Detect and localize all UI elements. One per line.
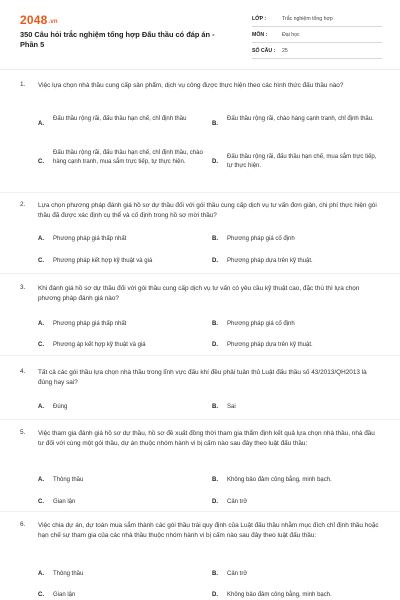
logo-tld: .vn [48,19,58,25]
option-letter: D. [212,592,218,598]
option-letter: A. [38,477,44,483]
option-letter: C. [38,159,44,165]
option-text: Không bảo đảm công bằng, minh bạch. [227,592,332,598]
question-text: Việc tham gia đánh giá hồ sơ dự thầu, hồ sơ đề xuất đồng thời tham gia thẩm định kết quả lựa chọn nhà thầu, nhà đầu tư đối với cùng một gói thầu, dự án thuộc nhóm hành vi bị cấm nào sau đây theo luật đấu thầu: [38,430,375,447]
question-divider [0,511,400,512]
option-letter: A. [38,321,44,327]
option-letter: C. [38,499,44,505]
option-letter: C. [38,342,44,348]
option-letter: B. [212,321,218,327]
question-number: 5. [20,429,26,436]
option-letter: B. [212,477,218,483]
option-text: Sai [227,404,236,410]
option-text: Gian lận [53,592,76,598]
option-text: Đấu thầu rộng rãi, chào hàng cạnh tranh, chỉ định thầu. [227,116,374,122]
meta-row-count [252,45,382,59]
option-text: Phương pháp giá thấp nhất [53,321,127,327]
meta-label: LỚP : [252,16,267,22]
option-letter: A. [38,236,44,242]
header-divider [0,69,400,70]
meta-label: SỐ CÂU : [252,48,276,54]
question-number: 6. [20,521,26,528]
option-text: Cản trở [227,571,248,577]
option-text: Thông thầu [53,477,84,483]
option-text: Phương pháp giá cố định [227,236,295,242]
question-text: Lựa chọn phương pháp đánh giá hồ sơ dự thầu đối với gói thầu cung cấp dịch vụ tư vấn đơn giản, chi phí thực hiện gói thầu đã được xác định cụ thể và cố định trong hồ sơ mời thầu? [38,202,377,219]
option-text: Không bảo đảm công bằng, minh bạch. [227,477,332,483]
option-text: Phương pháp dựa trên kỹ thuật. [227,342,313,348]
document-title: 350 Câu hỏi trắc nghiệm tổng hợp Đấu thầu có đáp án - Phần 5 [20,30,215,49]
meta-label: MÔN : [252,32,268,38]
option-text: Đấu thầu rộng rãi, đấu thầu hạn chế, mua sắm trực tiếp, tự thực hiện. [227,154,377,169]
question-number: 3. [20,284,26,291]
option-text: Cản trở [227,499,248,505]
option-text: Phương pháp giá cố định [227,321,295,327]
meta-row-class [252,13,382,27]
option-text: Gian lận [53,499,76,505]
option-text: Phương pháp dựa trên kỹ thuật. [227,258,313,264]
question-number: 1. [20,81,26,88]
meta-row-subject [252,29,382,43]
question-divider [0,419,400,420]
option-letter: A. [38,571,44,577]
meta-value: Đại học [282,32,300,38]
option-letter: B. [212,404,218,410]
question-text: Việc chia dự án, dự toán mua sắm thành các gói thầu trái quy định của Luật đấu thầu nhằm mục đích chỉ định thầu hoặc hạn chế sự tham gia của các nhà thầu thuộc nhóm hành vi bị cấm nào sau đây theo luật đấu thầu: [38,522,379,539]
option-text: Phương pháp kết hợp kỹ thuật và giá [53,258,153,264]
question-number: 4. [20,368,26,375]
question-text: Việc lựa chọn nhà thầu cung cấp sản phẩm, dịch vụ công được thực hiện theo các hình thức đấu thầu nào? [38,82,344,89]
option-text: Đấu thầu rộng rãi, đấu thầu hạn chế, chỉ định thầu [53,116,187,122]
option-letter: D. [212,342,218,348]
question-divider [0,273,400,274]
option-letter: C. [38,258,44,264]
question-divider [0,355,400,356]
option-letter: A. [38,121,44,127]
page-header [0,0,400,64]
option-text: Đúng [53,404,68,410]
option-letter: B. [212,121,218,127]
option-text: Phương pháp giá thấp nhất [53,236,127,242]
option-letter: B. [212,571,218,577]
option-letter: D. [212,499,218,505]
option-letter: D. [212,258,218,264]
meta-table [252,13,382,61]
option-letter: B. [212,236,218,242]
meta-value: 25 [282,48,288,54]
site-logo[interactable] [20,13,58,27]
question-divider [0,192,400,193]
logo-text: 2048 [20,13,48,27]
option-text: Phương áp kết hợp kỹ thuật và giá [53,342,146,348]
option-text: Thông thầu [53,571,84,577]
question-number: 2. [20,201,26,208]
question-text: Tất cả các gói thầu lựa chọn nhà thầu trong lĩnh vực đấu khí đều phải tuân thủ Luật đấu thầu số 43/2013/QH2013 là đúng hay sai? [38,369,367,386]
option-text: Đấu thầu rộng rãi, đấu thầu hạn chế, chỉ định thầu, chào hàng cạnh tranh, mua sắm trực tiếp, tự thực hiện. [53,150,203,165]
option-letter: D. [212,159,218,165]
option-letter: A. [38,404,44,410]
meta-value: Trắc nghiệm tổng hợp [282,16,333,22]
question-text: Khi đánh giá hồ sơ dự thầu đối với gói thầu cung cấp dịch vụ tư vấn có yêu cầu kỹ thuật cao, đặc thù thì lựa chọn phương pháp đánh giá nào? [38,285,360,302]
option-letter: C. [38,592,44,598]
